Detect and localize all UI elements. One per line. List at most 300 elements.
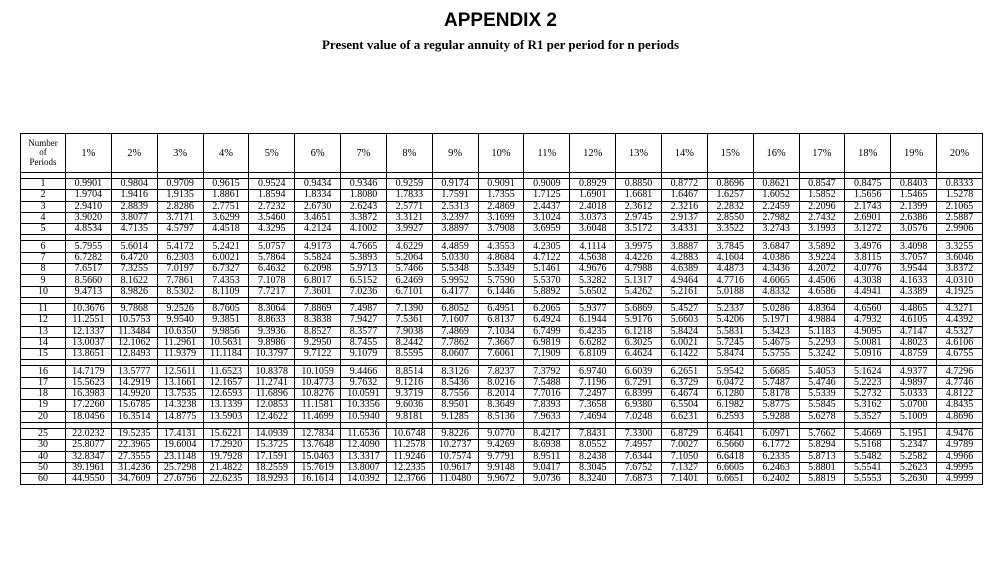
value-cell: 4.3271 — [937, 303, 983, 314]
period-cell: 40 — [21, 451, 66, 462]
value-cell: 5.5482 — [845, 451, 891, 462]
value-cell: 19.6004 — [157, 440, 203, 451]
value-cell: 10.9617 — [432, 462, 478, 473]
value-cell: 7.8237 — [478, 366, 524, 377]
value-cell: 6.4951 — [478, 303, 524, 314]
value-cell: 2.9906 — [937, 224, 983, 235]
value-cell: 3.7908 — [478, 224, 524, 235]
value-cell: 6.7499 — [524, 326, 570, 337]
value-cell: 5.8819 — [799, 474, 845, 485]
value-cell: 4.1002 — [341, 224, 387, 235]
value-cell: 4.8023 — [891, 337, 937, 348]
value-cell: 0.9709 — [157, 179, 203, 190]
value-cell: 0.8696 — [707, 179, 753, 190]
value-cell: 8.5436 — [432, 377, 478, 388]
value-cell: 6.7282 — [66, 252, 112, 263]
value-cell: 5.7662 — [799, 428, 845, 439]
value-cell: 7.1607 — [432, 315, 478, 326]
value-cell: 8.1622 — [111, 275, 157, 286]
value-cell: 6.6605 — [707, 462, 753, 473]
value-cell: 4.4873 — [707, 264, 753, 275]
value-cell: 2.1743 — [845, 201, 891, 212]
value-cell: 9.1079 — [341, 349, 387, 360]
value-cell: 2.9745 — [616, 212, 662, 223]
value-cell: 15.7619 — [295, 462, 341, 473]
value-cell: 8.2438 — [570, 451, 616, 462]
value-cell: 10.1059 — [295, 366, 341, 377]
value-cell: 0.8547 — [799, 179, 845, 190]
value-cell: 4.8534 — [66, 224, 112, 235]
value-cell: 5.5339 — [799, 389, 845, 400]
rate-column-header: 2% — [111, 134, 157, 173]
value-cell: 8.9501 — [432, 400, 478, 411]
value-cell: 7.3300 — [616, 428, 662, 439]
value-cell: 7.7016 — [524, 389, 570, 400]
value-cell: 5.2337 — [707, 303, 753, 314]
value-cell: 3.4976 — [845, 241, 891, 252]
value-cell: 15.6221 — [203, 428, 249, 439]
value-cell: 4.4865 — [891, 303, 937, 314]
value-cell: 14.2919 — [111, 377, 157, 388]
value-cell: 3.5460 — [249, 212, 295, 223]
value-cell: 7.9633 — [524, 411, 570, 422]
value-cell: 8.0216 — [478, 377, 524, 388]
value-cell: 3.9224 — [799, 252, 845, 263]
value-cell: 5.2064 — [386, 252, 432, 263]
table-row — [21, 264, 983, 275]
table-row — [21, 212, 983, 223]
value-cell: 9.3936 — [249, 326, 295, 337]
value-cell: 5.7466 — [386, 264, 432, 275]
value-cell: 3.0373 — [570, 212, 616, 223]
value-cell: 14.0939 — [249, 428, 295, 439]
value-cell: 7.4353 — [203, 275, 249, 286]
value-cell: 6.2098 — [295, 264, 341, 275]
rate-column-header: 4% — [203, 134, 249, 173]
table-row — [21, 315, 983, 326]
rate-column-header: 17% — [799, 134, 845, 173]
value-cell: 0.9174 — [432, 179, 478, 190]
period-cell: 20 — [21, 411, 66, 422]
value-cell: 9.4466 — [341, 366, 387, 377]
value-cell: 13.7535 — [157, 389, 203, 400]
value-cell: 9.1216 — [386, 377, 432, 388]
value-cell: 5.5168 — [845, 440, 891, 451]
value-cell: 3.8887 — [661, 241, 707, 252]
value-cell: 5.4053 — [799, 366, 845, 377]
value-cell: 0.8850 — [616, 179, 662, 190]
value-cell: 7.3658 — [570, 400, 616, 411]
value-cell: 6.2065 — [524, 303, 570, 314]
value-cell: 2.5771 — [386, 201, 432, 212]
value-cell: 8.3838 — [295, 315, 341, 326]
value-cell: 0.9615 — [203, 179, 249, 190]
value-cell: 12.7834 — [295, 428, 341, 439]
value-cell: 11.2551 — [66, 315, 112, 326]
value-cell: 6.9740 — [570, 366, 616, 377]
value-cell: 10.7574 — [432, 451, 478, 462]
value-cell: 6.2303 — [157, 252, 203, 263]
period-cell: 18 — [21, 389, 66, 400]
value-cell: 5.1317 — [616, 275, 662, 286]
value-cell: 7.9038 — [386, 326, 432, 337]
value-cell: 8.0607 — [432, 349, 478, 360]
value-cell: 5.0757 — [249, 241, 295, 252]
value-cell: 4.8696 — [937, 411, 983, 422]
value-cell: 7.1050 — [661, 451, 707, 462]
value-cell: 21.4822 — [203, 462, 249, 473]
value-cell: 3.6959 — [524, 224, 570, 235]
value-cell: 5.8892 — [524, 286, 570, 297]
value-cell: 10.2737 — [432, 440, 478, 451]
rate-column-header: 13% — [616, 134, 662, 173]
value-cell: 16.3983 — [66, 389, 112, 400]
value-cell: 5.7955 — [66, 241, 112, 252]
value-cell: 3.2397 — [432, 212, 478, 223]
value-cell: 7.2497 — [570, 389, 616, 400]
value-cell: 4.3553 — [478, 241, 524, 252]
value-cell: 5.0286 — [753, 303, 799, 314]
value-cell: 4.8364 — [799, 303, 845, 314]
value-cell: 4.9377 — [891, 366, 937, 377]
value-cell: 7.1390 — [386, 303, 432, 314]
value-cell: 2.6730 — [295, 201, 341, 212]
value-cell: 5.2421 — [203, 241, 249, 252]
rate-column-header: 10% — [478, 134, 524, 173]
value-cell: 31.4236 — [111, 462, 157, 473]
periods-header-line: of — [39, 147, 47, 158]
value-cell: 10.6350 — [157, 326, 203, 337]
value-cell: 3.6299 — [203, 212, 249, 223]
value-cell: 5.1183 — [799, 326, 845, 337]
value-cell: 4.4392 — [937, 315, 983, 326]
value-cell: 5.9952 — [432, 275, 478, 286]
table-row — [21, 400, 983, 411]
page-title: APPENDIX 2 — [444, 10, 557, 31]
value-cell: 7.3667 — [478, 337, 524, 348]
value-cell: 2.2459 — [753, 201, 799, 212]
table-row — [21, 201, 983, 212]
value-cell: 9.7122 — [295, 349, 341, 360]
period-cell: 5 — [21, 224, 66, 235]
periods-header — [21, 134, 66, 173]
value-cell: 34.7609 — [111, 474, 157, 485]
value-cell: 9.3851 — [203, 315, 249, 326]
value-cell: 6.4624 — [616, 349, 662, 360]
value-cell: 11.2578 — [386, 440, 432, 451]
value-cell: 4.1925 — [937, 286, 983, 297]
rate-column-header: 19% — [891, 134, 937, 173]
value-cell: 9.8986 — [249, 337, 295, 348]
value-cell: 9.9856 — [203, 326, 249, 337]
value-cell: 11.2961 — [157, 337, 203, 348]
value-cell: 5.2347 — [891, 440, 937, 451]
value-cell: 10.3797 — [249, 349, 295, 360]
value-cell: 4.7122 — [524, 252, 570, 263]
value-cell: 7.5361 — [386, 315, 432, 326]
value-cell: 1.8080 — [341, 190, 387, 201]
value-cell: 5.3893 — [341, 252, 387, 263]
value-cell: 15.6785 — [111, 400, 157, 411]
table-row — [21, 337, 983, 348]
value-cell: 7.5488 — [524, 377, 570, 388]
value-cell: 8.9826 — [111, 286, 157, 297]
value-cell: 0.9804 — [111, 179, 157, 190]
value-cell: 2.8550 — [707, 212, 753, 223]
value-cell: 6.7291 — [616, 377, 662, 388]
value-cell: 7.7862 — [432, 337, 478, 348]
value-cell: 17.4131 — [157, 428, 203, 439]
value-cell: 6.1422 — [661, 349, 707, 360]
value-cell: 3.1272 — [845, 224, 891, 235]
value-cell: 8.3240 — [570, 474, 616, 485]
value-cell: 8.9511 — [524, 451, 570, 462]
table-row — [21, 252, 983, 263]
value-cell: 12.3766 — [386, 474, 432, 485]
value-cell: 5.1009 — [891, 411, 937, 422]
period-cell: 12 — [21, 315, 66, 326]
value-cell: 7.6752 — [616, 462, 662, 473]
value-cell: 5.5755 — [753, 349, 799, 360]
value-cell: 3.7845 — [707, 241, 753, 252]
value-cell: 8.3126 — [432, 366, 478, 377]
value-cell: 7.0248 — [616, 411, 662, 422]
value-cell: 2.7432 — [799, 212, 845, 223]
value-cell: 3.1699 — [478, 212, 524, 223]
value-cell: 1.5656 — [845, 190, 891, 201]
value-cell: 5.2293 — [799, 337, 845, 348]
rate-column-header: 11% — [524, 134, 570, 173]
value-cell: 6.0021 — [661, 337, 707, 348]
value-cell: 8.3577 — [341, 326, 387, 337]
value-cell: 11.0480 — [432, 474, 478, 485]
value-cell: 5.1951 — [891, 428, 937, 439]
value-cell: 4.7932 — [845, 315, 891, 326]
value-cell: 8.2442 — [386, 337, 432, 348]
value-cell: 7.6344 — [616, 451, 662, 462]
value-cell: 1.6467 — [661, 190, 707, 201]
value-cell: 4.9966 — [937, 451, 983, 462]
value-cell: 2.7232 — [249, 201, 295, 212]
value-cell: 4.7296 — [937, 366, 983, 377]
value-cell: 3.6046 — [937, 252, 983, 263]
value-cell: 9.9672 — [478, 474, 524, 485]
value-cell: 1.7125 — [524, 190, 570, 201]
value-cell: 7.8431 — [570, 428, 616, 439]
value-cell: 8.0552 — [570, 440, 616, 451]
value-cell: 4.3295 — [249, 224, 295, 235]
value-cell: 3.7171 — [157, 212, 203, 223]
value-cell: 1.8594 — [249, 190, 295, 201]
table-row — [21, 275, 983, 286]
value-cell: 9.0736 — [524, 474, 570, 485]
value-cell: 10.8276 — [295, 389, 341, 400]
value-cell: 2.8839 — [111, 201, 157, 212]
value-cell: 4.7135 — [111, 224, 157, 235]
value-cell: 1.6901 — [570, 190, 616, 201]
value-cell: 4.9095 — [845, 326, 891, 337]
value-cell: 4.7746 — [937, 377, 983, 388]
value-cell: 3.4098 — [891, 241, 937, 252]
value-cell: 0.9259 — [386, 179, 432, 190]
value-cell: 9.7868 — [111, 303, 157, 314]
value-cell: 5.3242 — [799, 349, 845, 360]
value-cell: 9.0417 — [524, 462, 570, 473]
value-cell: 6.3025 — [616, 337, 662, 348]
value-cell: 5.2630 — [891, 474, 937, 485]
value-cell: 4.2883 — [661, 252, 707, 263]
value-cell: 1.6257 — [707, 190, 753, 201]
value-cell: 4.2305 — [524, 241, 570, 252]
value-cell: 25.7298 — [157, 462, 203, 473]
value-cell: 8.5660 — [66, 275, 112, 286]
value-cell: 6.6231 — [661, 411, 707, 422]
value-cell: 1.9704 — [66, 190, 112, 201]
value-cell: 4.4941 — [845, 286, 891, 297]
value-cell: 9.1285 — [432, 411, 478, 422]
value-cell: 17.2260 — [66, 400, 112, 411]
value-cell: 4.8684 — [478, 252, 524, 263]
value-cell: 5.1461 — [524, 264, 570, 275]
table-row — [21, 241, 983, 252]
value-cell: 3.9020 — [66, 212, 112, 223]
value-cell: 7.1196 — [570, 377, 616, 388]
value-cell: 5.8294 — [799, 440, 845, 451]
value-cell: 4.6389 — [661, 264, 707, 275]
value-cell: 2.7982 — [753, 212, 799, 223]
value-cell: 3.1993 — [799, 224, 845, 235]
period-cell: 25 — [21, 428, 66, 439]
value-cell: 6.2463 — [753, 462, 799, 473]
value-cell: 4.2124 — [295, 224, 341, 235]
rate-column-header: 1% — [66, 134, 112, 173]
value-cell: 11.1581 — [295, 400, 341, 411]
value-cell: 5.6014 — [111, 241, 157, 252]
value-cell: 10.3676 — [66, 303, 112, 314]
value-cell: 3.3121 — [386, 212, 432, 223]
value-cell: 10.6748 — [386, 428, 432, 439]
value-cell: 2.6901 — [845, 212, 891, 223]
value-cell: 3.5172 — [616, 224, 662, 235]
value-cell: 5.5370 — [524, 275, 570, 286]
value-cell: 0.9091 — [478, 179, 524, 190]
rate-column-header: 16% — [753, 134, 799, 173]
value-cell: 4.8332 — [753, 286, 799, 297]
value-cell: 27.6756 — [157, 474, 203, 485]
value-cell: 6.1280 — [707, 389, 753, 400]
value-cell: 6.2469 — [386, 275, 432, 286]
value-cell: 2.6243 — [341, 201, 387, 212]
value-cell: 4.1633 — [891, 275, 937, 286]
value-cell: 6.7327 — [203, 264, 249, 275]
period-cell: 11 — [21, 303, 66, 314]
value-cell: 5.9288 — [753, 411, 799, 422]
value-cell: 5.2732 — [845, 389, 891, 400]
value-cell: 0.8403 — [891, 179, 937, 190]
value-cell: 9.7791 — [478, 451, 524, 462]
value-cell: 5.2223 — [845, 377, 891, 388]
value-cell: 9.4269 — [478, 440, 524, 451]
value-cell: 6.9819 — [524, 337, 570, 348]
value-cell: 14.7179 — [66, 366, 112, 377]
value-cell: 8.3649 — [478, 400, 524, 411]
value-cell: 5.0333 — [891, 389, 937, 400]
value-cell: 3.3522 — [707, 224, 753, 235]
value-cell: 7.6517 — [66, 264, 112, 275]
value-cell: 15.0463 — [295, 451, 341, 462]
value-cell: 4.1604 — [707, 252, 753, 263]
value-cell: 5.1971 — [753, 315, 799, 326]
value-cell: 12.1337 — [66, 326, 112, 337]
value-cell: 8.2014 — [478, 389, 524, 400]
value-cell: 23.1148 — [157, 451, 203, 462]
value-cell: 6.9380 — [616, 400, 662, 411]
value-cell: 7.4957 — [616, 440, 662, 451]
value-cell: 4.9884 — [799, 315, 845, 326]
value-cell: 2.9410 — [66, 201, 112, 212]
value-cell: 39.1961 — [66, 462, 112, 473]
value-cell: 6.1446 — [478, 286, 524, 297]
value-cell: 9.8181 — [386, 411, 432, 422]
table-header-row — [21, 134, 983, 173]
value-cell: 6.1218 — [616, 326, 662, 337]
value-cell: 10.8378 — [249, 366, 295, 377]
annuity-table — [20, 133, 983, 485]
value-cell: 5.6278 — [799, 411, 845, 422]
value-cell: 4.5638 — [570, 252, 616, 263]
periods-header-line: Number — [28, 137, 58, 148]
value-cell: 7.8393 — [524, 400, 570, 411]
value-cell: 7.3601 — [295, 286, 341, 297]
value-cell: 4.8435 — [937, 400, 983, 411]
period-cell: 3 — [21, 201, 66, 212]
value-cell: 3.5892 — [799, 241, 845, 252]
value-cell: 0.8621 — [753, 179, 799, 190]
value-cell: 18.9293 — [249, 474, 295, 485]
value-cell: 6.1944 — [570, 315, 616, 326]
value-cell: 0.8333 — [937, 179, 983, 190]
value-cell: 11.4699 — [295, 411, 341, 422]
value-cell: 6.4641 — [707, 428, 753, 439]
period-cell: 50 — [21, 462, 66, 473]
value-cell: 3.4651 — [295, 212, 341, 223]
value-cell: 11.2741 — [249, 377, 295, 388]
value-cell: 7.9427 — [341, 315, 387, 326]
period-cell: 6 — [21, 241, 66, 252]
page-subtitle: Present value of a regular annuity of R1 per period for n periods — [321, 37, 680, 52]
rate-column-header: 14% — [661, 134, 707, 173]
value-cell: 4.8122 — [937, 389, 983, 400]
table-row — [21, 377, 983, 388]
period-cell: 30 — [21, 440, 66, 451]
value-cell: 8.8633 — [249, 315, 295, 326]
page-heading — [0, 10, 1001, 53]
value-cell: 5.8178 — [753, 389, 799, 400]
value-cell: 3.2743 — [753, 224, 799, 235]
value-cell: 9.0770 — [478, 428, 524, 439]
value-cell: 6.1982 — [707, 400, 753, 411]
value-cell: 0.9009 — [524, 179, 570, 190]
value-cell: 5.6869 — [616, 303, 662, 314]
value-cell: 13.1661 — [157, 377, 203, 388]
value-cell: 2.7751 — [203, 201, 249, 212]
value-cell: 5.3349 — [478, 264, 524, 275]
value-cell: 15.3725 — [249, 440, 295, 451]
value-cell: 9.4713 — [66, 286, 112, 297]
table-row — [21, 428, 983, 439]
value-cell: 6.4720 — [111, 252, 157, 263]
value-cell: 5.8713 — [799, 451, 845, 462]
